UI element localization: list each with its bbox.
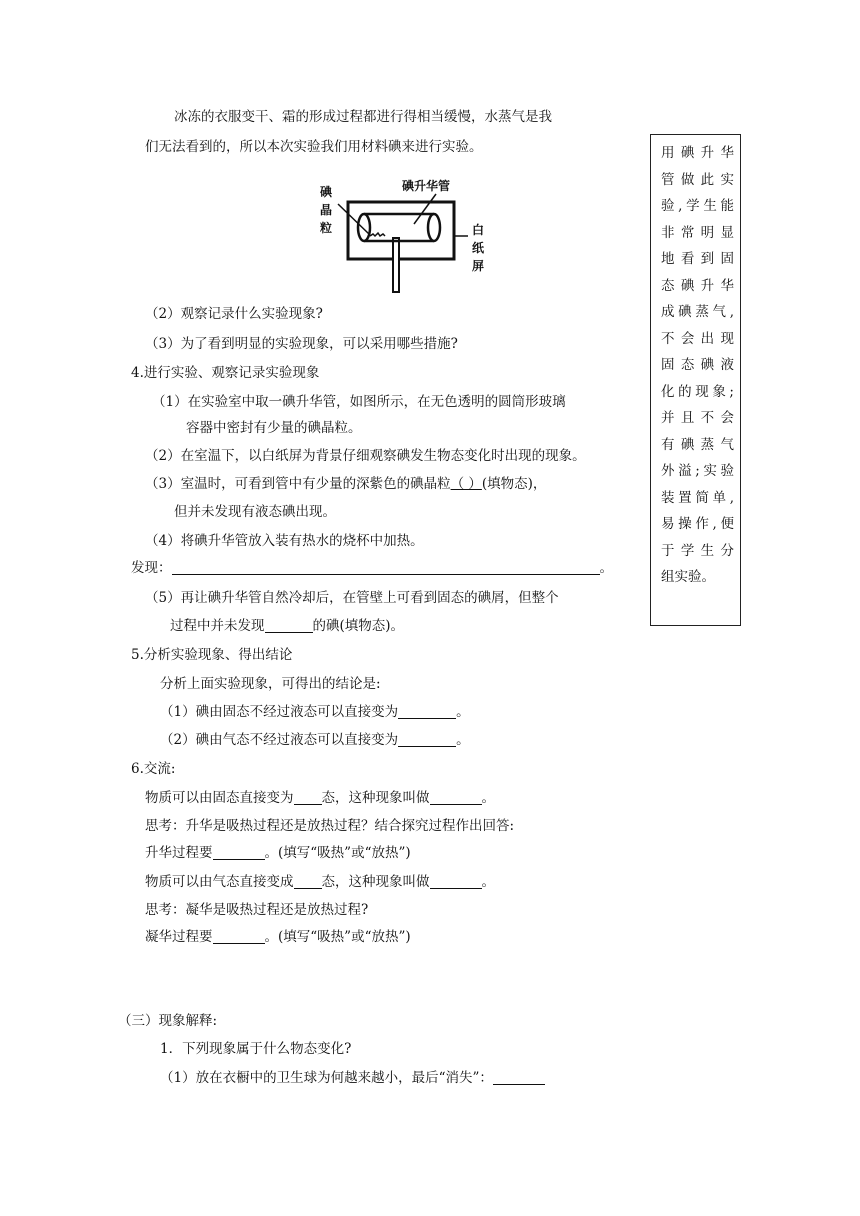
question-3: （3）为了看到明显的实验现象，可以采用哪些措施? [145,336,458,352]
intro-line-2: 们无法看到的，所以本次实验我们用材料碘来进行实验。 [145,139,483,155]
label-screen-3: 屏 [472,259,485,273]
answer-blank [493,1070,545,1085]
step-6-line-5: 思考：凝华是吸热过程还是放热过程? [145,902,369,918]
note-line: 不会出现 [661,330,734,347]
step-6-title: 6.交流: [131,761,176,777]
answer-blank [430,790,482,805]
iodine-sublimation-tube-figure [318,178,493,294]
stand-rod [393,238,399,292]
intro-line-1: 冰冻的衣服变干、霜的形成过程都进行得相当缓慢，水蒸气是我 [174,109,552,125]
answer-blank [172,560,600,575]
note-line: 验,学生能 [661,198,734,214]
note-line: 有碘蒸气 [661,436,734,453]
question-2: （2）观察记录什么实验现象? [145,306,323,322]
step-4-item-3b: 但并未发现有液态碘出现。 [174,504,336,520]
note-line: 用碘升华 [661,145,734,161]
note-line: 组实验。 [661,569,715,585]
answer-blank [430,874,482,889]
apparatus-diagram [318,178,493,294]
step-4-item-1a: （1）在实验室中取一碘升华管，如图所示，在无色透明的圆筒形玻璃 [152,394,566,410]
note-line: 固态碘液 [661,357,734,373]
step-6-line-6: 凝华过程要 。(填写“吸热”或“放热”) [145,929,411,945]
found-line: 发现： 。 [131,560,613,576]
answer-blank [398,704,456,719]
step-6-line-2: 思考：升华是吸热过程还是放热过程？结合探究过程作出回答: [145,818,515,834]
answer-blank [213,845,265,860]
step-5-intro: 分析上面实验现象，可得出的结论是: [160,676,381,692]
label-crystal-2: 晶 [320,203,333,217]
note-line: 并且不会 [661,410,734,426]
answer-blank [265,618,313,633]
step-4-item-1b: 容器中密封有少量的碘晶粒。 [186,420,362,436]
answer-blank [213,929,265,944]
label-crystal-1: 碘 [320,185,333,199]
conclusion-2: （2）碘由气态不经过液态可以直接变为 。 [160,732,470,748]
note-line: 地看到固 [661,251,734,267]
tube-left-end [358,214,370,241]
step-4-item-3a: （3）室温时，可看到管中有少量的深紫色的碘晶粒（ ）(填物态)， [145,476,547,492]
note-line: 易操作,便 [661,516,734,532]
step-4-item-5b: 过程中并未发现 的碘(填物态)。 [170,618,405,634]
step-4-item-5a: （5）再让碘升华管自然冷却后，在管壁上可看到固态的碘屑，但整个 [145,590,559,606]
answer-blank [398,732,456,747]
section-3-question-1: 1．下列现象属于什么物态变化? [160,1041,352,1057]
note-line: 态碘升华 [661,277,734,294]
note-line: 于学生分 [661,542,734,559]
step-6-line-1: 物质可以由固态直接变为 态，这种现象叫做 。 [145,790,495,806]
step-4-item-2: （2）在室温下，以白纸屏为背景仔细观察碘发生物态变化时出现的现象。 [145,448,586,464]
tube-right-end [428,214,440,241]
label-tube: 碘升华管 [402,179,451,193]
teacher-note-box [650,134,741,626]
note-line: 成碘蒸气, [661,304,734,320]
step-6-line-3: 升华过程要 。(填写“吸热”或“放热”) [145,845,411,861]
section-3-question-1-1: （1）放在衣橱中的卫生球为何越来越小，最后“消失”： [160,1068,545,1088]
tube-body [364,214,434,241]
note-line: 管做此实 [661,171,734,188]
note-line: 装置简单, [661,489,734,506]
step-5-title: 5.分析实验现象、得出结论 [131,647,293,663]
label-crystal-3: 粒 [320,221,333,235]
section-3-title: （三）现象解释: [118,1013,218,1029]
label-screen-2: 纸 [472,241,485,255]
answer-blank [294,874,322,889]
step-4-title: 4.进行实验、观察记录实验现象 [131,365,320,381]
step-6-line-4: 物质可以由气态直接变成 态，这种现象叫做 。 [145,874,495,890]
state-blank: （ ） [450,476,482,492]
step-4-item-4: （4）将碘升华管放入装有热水的烧杯中加热。 [145,533,424,549]
note-line: 非常明显 [661,224,734,241]
conclusion-1: （1）碘由固态不经过液态可以直接变为 。 [160,704,470,720]
note-line: 化的现象; [661,383,734,400]
answer-blank [294,790,322,805]
iodine-crystals [370,233,385,236]
note-line: 外溢;实验 [661,463,734,479]
label-screen-1: 白 [472,223,485,237]
